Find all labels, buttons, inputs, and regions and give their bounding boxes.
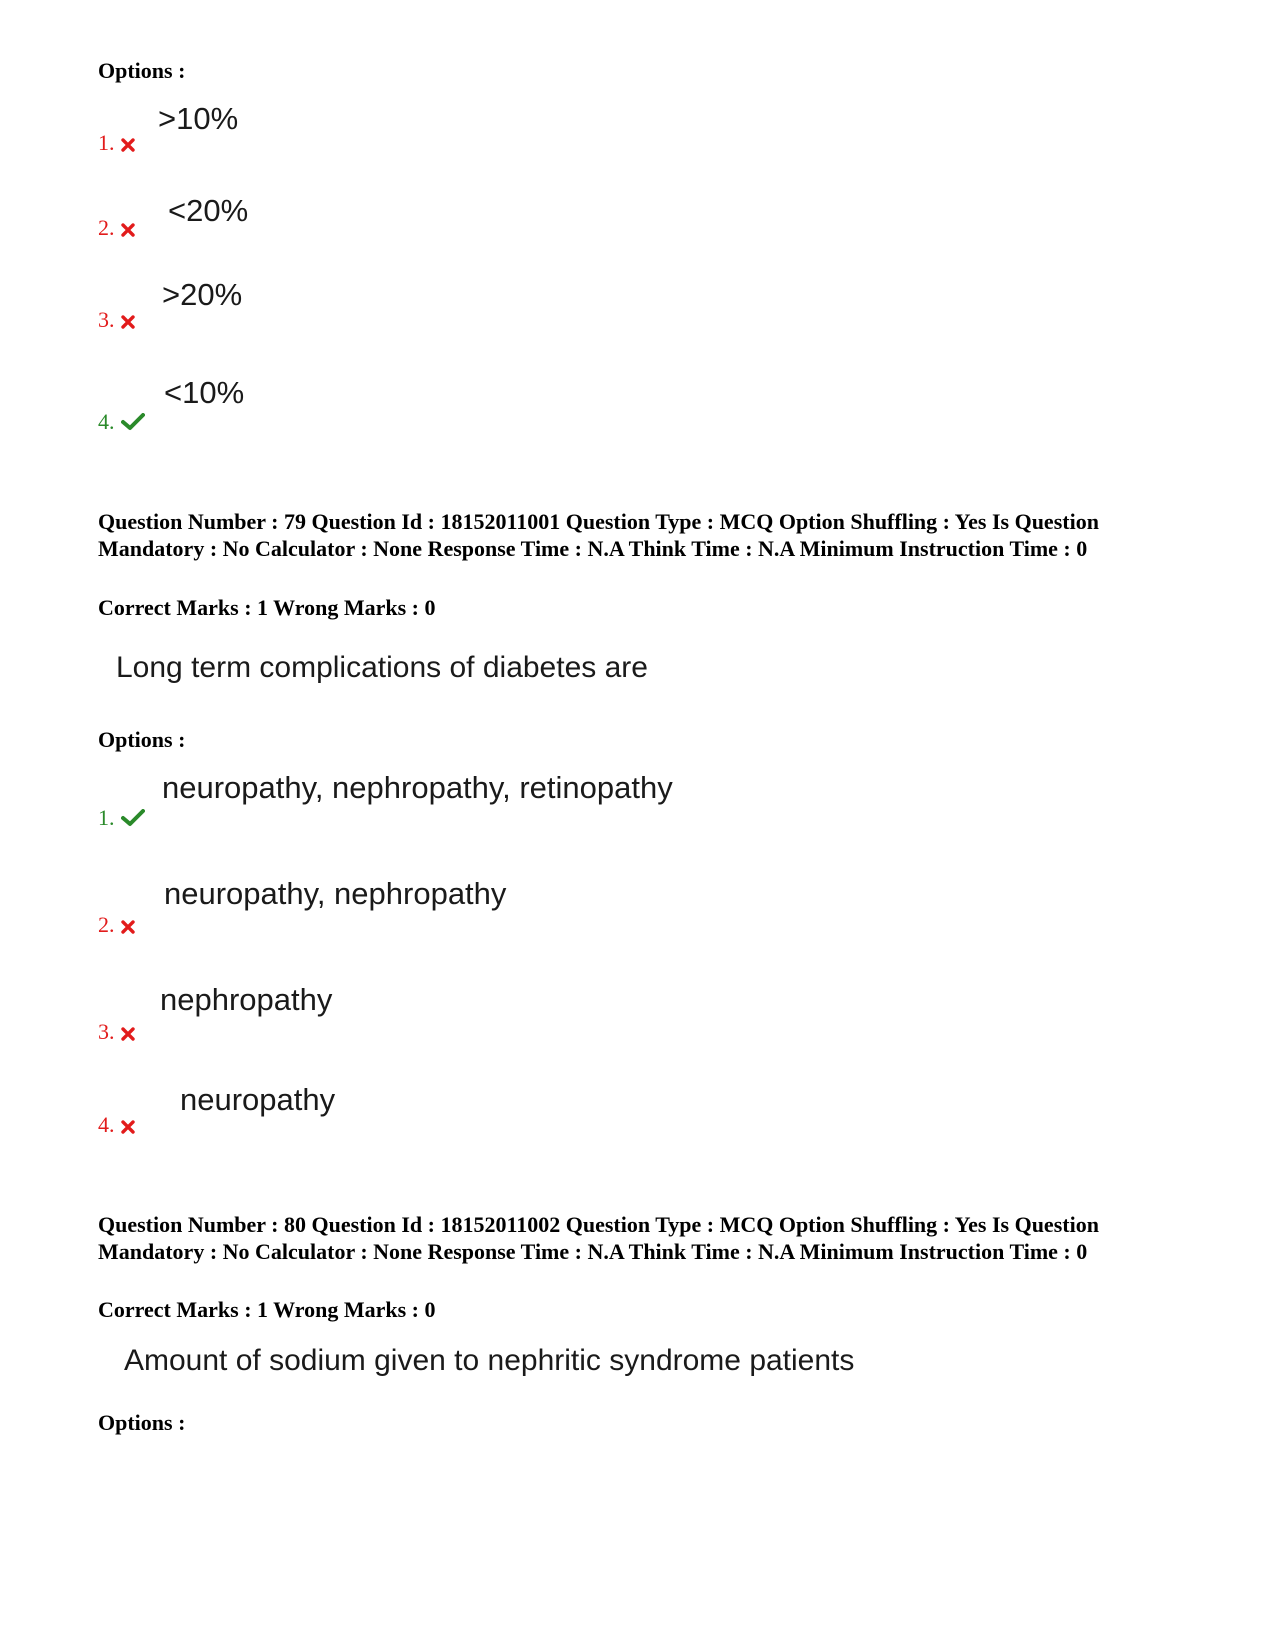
option-number: 4. bbox=[98, 409, 145, 437]
option-number: 3. bbox=[98, 307, 135, 335]
option-text: >20% bbox=[162, 277, 243, 312]
cross-icon bbox=[121, 132, 135, 158]
options-label: Options : bbox=[98, 58, 186, 83]
option-text: neuropathy bbox=[180, 1082, 336, 1117]
option-text: <10% bbox=[164, 375, 245, 410]
question-meta: Question Number : 80 Question Id : 18152011002 Question Type : MCQ Option Shuffling : Yes Is Question Mandatory : No Calculator : None Response Time : N.A Think Time : N.A Minimum Instruction Time : 0 bbox=[98, 1212, 1099, 1264]
cross-icon bbox=[121, 1021, 135, 1047]
option-number: 1. bbox=[98, 130, 135, 158]
question-text: Long term complications of diabetes are bbox=[116, 651, 648, 684]
question-text: Amount of sodium given to nephritic syndrome patients bbox=[124, 1344, 855, 1377]
option-number: 3. bbox=[98, 1019, 135, 1047]
option-number: 2. bbox=[98, 912, 135, 940]
option-text: neuropathy, nephropathy, retinopathy bbox=[162, 770, 673, 805]
option-number: 2. bbox=[98, 215, 135, 243]
option-text: nephropathy bbox=[160, 982, 333, 1017]
options-label: Options : bbox=[98, 727, 186, 752]
option-text: <20% bbox=[168, 193, 249, 228]
question-marks: Correct Marks : 1 Wrong Marks : 0 bbox=[98, 1297, 436, 1322]
question-meta: Question Number : 79 Question Id : 18152011001 Question Type : MCQ Option Shuffling : Yes Is Question Mandatory : No Calculator : None Response Time : N.A Think Time : N.A Minimum Instruction Time : 0 bbox=[98, 509, 1099, 561]
cross-icon bbox=[121, 1114, 135, 1140]
cross-icon bbox=[121, 309, 135, 335]
cross-icon bbox=[121, 217, 135, 243]
option-text: >10% bbox=[158, 101, 239, 136]
cross-icon bbox=[121, 914, 135, 940]
option-number: 4. bbox=[98, 1112, 135, 1140]
options-label: Options : bbox=[98, 1410, 186, 1435]
check-icon bbox=[121, 807, 145, 833]
question-marks: Correct Marks : 1 Wrong Marks : 0 bbox=[98, 595, 436, 620]
check-icon bbox=[121, 411, 145, 437]
option-number: 1. bbox=[98, 805, 145, 833]
option-text: neuropathy, nephropathy bbox=[164, 876, 507, 911]
